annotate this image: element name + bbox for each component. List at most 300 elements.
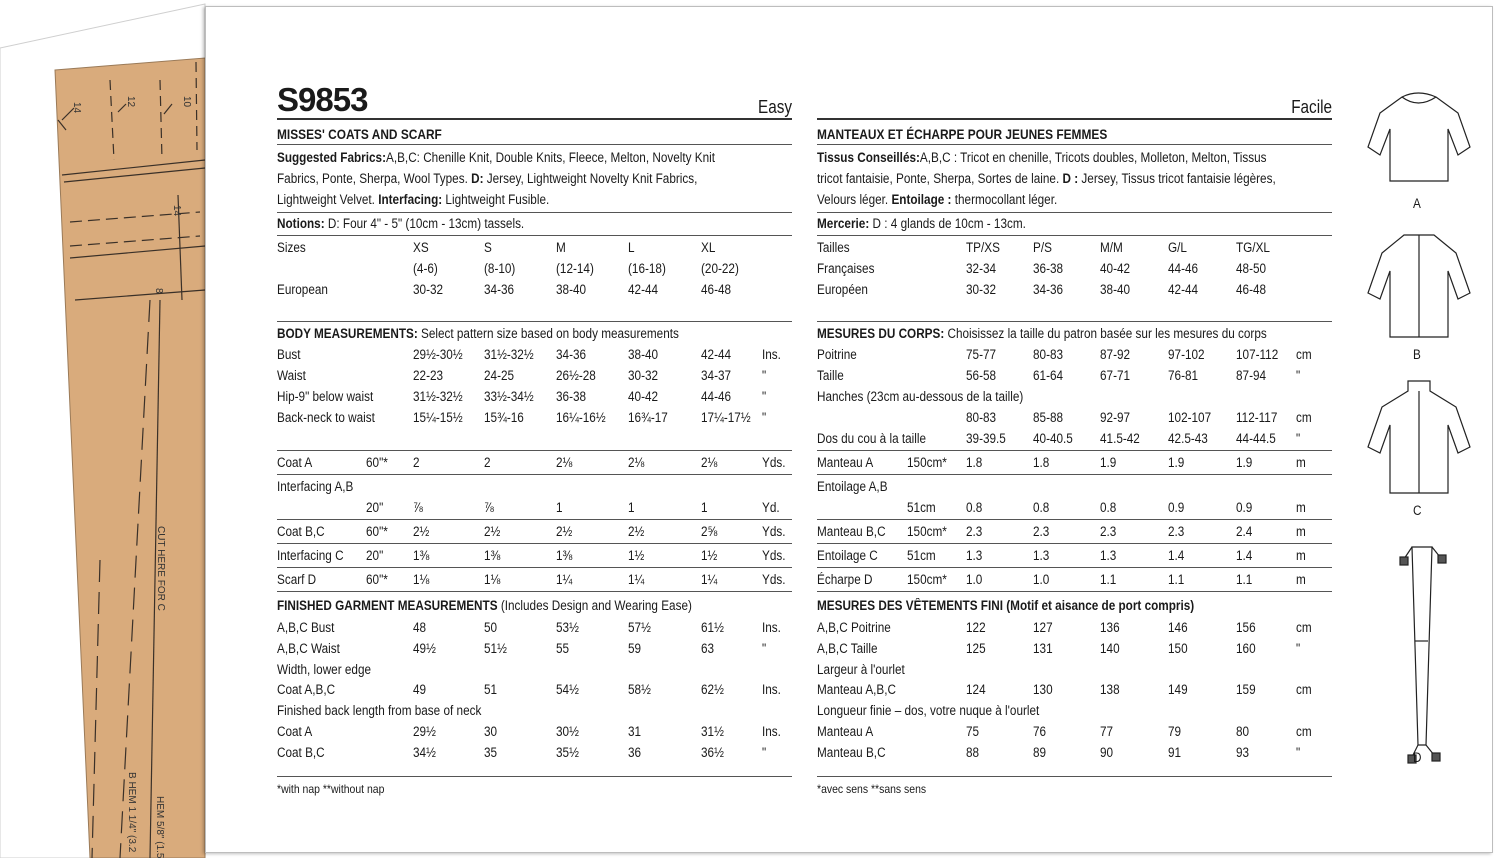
lang-en-size-us-3: (16-18) (628, 261, 666, 276)
lang-fr-body-header-part-1: Choisissez la taille du patron basée sur les mesures du corps (944, 326, 1267, 341)
lang-en-title-rule (277, 144, 792, 145)
lang-en-yardage-row-3-v0: 2½ (413, 524, 430, 539)
lang-fr-european-2: 38-40 (1100, 282, 1131, 297)
lang-fr-finished-row-5-v0: 75 (966, 724, 980, 739)
lang-fr-body-row-2-label: Hanches (23cm au-dessous de la taille) (817, 389, 1024, 404)
lang-fr-yardage-rule-2 (817, 519, 1332, 520)
lang-en-body-row-1-v3: 30-32 (628, 368, 659, 383)
lang-fr-finished-row-0-v3: 146 (1168, 620, 1188, 635)
lang-fr-fabrics-3-part-2: thermocollant léger. (951, 192, 1058, 207)
lang-fr-yardage-row-2-width: 51cm (907, 500, 936, 515)
lang-en-body-row-0-v3: 38-40 (628, 347, 659, 362)
lang-en-body-row-2-v3: 40-42 (628, 389, 659, 404)
lang-en-yardage-row-5-label: Scarf D (277, 572, 317, 587)
lang-fr-european-label: Européen (817, 282, 868, 297)
lang-fr-yardage-row-2-v0: 0.8 (966, 500, 983, 515)
lang-en-fabrics-2-part-2: Jersey, Lightweight Novelty Knit Fabrics, (483, 171, 698, 186)
lang-fr-yardage-row-0-label: Manteau A (817, 455, 874, 470)
header-rule-en (277, 118, 792, 120)
lang-en-body-row-1-label: Waist (277, 368, 306, 383)
lang-fr-yardage-row-4-unit: m (1296, 548, 1306, 563)
lang-en-finished-row-0-v1: 50 (484, 620, 498, 635)
lang-en-yardage-row-3-unit: Yds. (762, 524, 786, 539)
lang-fr-title: MANTEAUX ET ÉCHARPE POUR JEUNES FEMMES (817, 126, 1108, 142)
view-label-d: D (1413, 750, 1422, 765)
lang-fr-francaises-1: 36-38 (1033, 261, 1064, 276)
lang-fr-yardage-row-0-v4: 1.9 (1236, 455, 1253, 470)
lang-fr-yardage-row-0-width: 150cm* (907, 455, 947, 470)
lang-en-body-row-3-v2: 16¼-16½ (556, 410, 606, 425)
lang-en-finished-row-3-v0: 49 (413, 682, 427, 697)
view-label-c: C (1413, 503, 1422, 518)
lang-fr-body-row-4-v1: 40-40.5 (1033, 431, 1073, 446)
view-d-scarf-sketch (1412, 547, 1432, 745)
lang-fr-finished-row-0-v1: 127 (1033, 620, 1053, 635)
lang-fr-finished-rule (817, 776, 1332, 777)
lang-fr-body-row-4-v3: 42.5-43 (1168, 431, 1208, 446)
lang-en-body-row-1-v1: 24-25 (484, 368, 515, 383)
lang-fr-finished-row-3-v3: 149 (1168, 682, 1188, 697)
lang-en-finished-row-2-label: Width, lower edge (277, 662, 372, 677)
lang-en-yardage-row-4-v2: 1⅜ (556, 548, 573, 563)
lang-en-finished-header (277, 598, 692, 614)
lang-fr-notions (817, 216, 1026, 232)
lang-en-footnote: *with nap **without nap (277, 782, 385, 796)
lang-en-body-row-0-v1: 31½-32½ (484, 347, 534, 362)
lang-en-finished-row-6-v4: 36½ (701, 745, 724, 760)
lang-fr-finished-row-3-v0: 124 (966, 682, 986, 697)
lang-fr-fabrics-1 (817, 150, 1267, 166)
lang-en-yardage-row-3-label: Coat B,C (277, 524, 325, 539)
lang-fr-finished-row-1-label: A,B,C Taille (817, 641, 878, 656)
lang-en-yardage-row-3-v3: 2½ (628, 524, 645, 539)
lang-en-body-row-1-unit: " (762, 368, 767, 383)
lang-en-body-rule (277, 450, 792, 451)
lang-en-yardage-row-0-v2: 2⅛ (556, 455, 573, 470)
lang-fr-yardage-row-2-v4: 0.9 (1236, 500, 1253, 515)
lang-fr-yardage-row-4-v2: 1.3 (1100, 548, 1117, 563)
lang-fr-european-0: 30-32 (966, 282, 997, 297)
lang-en-finished-row-3-unit: Ins. (762, 682, 781, 697)
lang-fr-body-row-1-v0: 56-58 (966, 368, 997, 383)
lang-fr-body-row-3-v4: 112-117 (1236, 410, 1278, 425)
lang-fr-yardage-row-4-v4: 1.4 (1236, 548, 1253, 563)
lang-fr-yardage-row-0-v1: 1.8 (1033, 455, 1050, 470)
lang-fr-body-row-0-v4: 107-112 (1236, 347, 1279, 362)
lang-en-finished-row-0-v0: 48 (413, 620, 427, 635)
lang-en-finished-row-1-v2: 55 (556, 641, 570, 656)
lang-en-size-4: XL (701, 240, 716, 255)
lang-en-european-4: 46-48 (701, 282, 732, 297)
lang-en-yardage-row-0-v1: 2 (484, 455, 491, 470)
lang-en-size-3: L (628, 240, 635, 255)
lang-en-body-row-3-unit: " (762, 410, 767, 425)
lang-fr-size-2: M/M (1100, 240, 1123, 255)
lang-fr-body-row-3-v0: 80-83 (966, 410, 997, 425)
lang-en-body-row-0-unit: Ins. (762, 347, 781, 362)
lang-fr-body-row-3-v2: 92-97 (1100, 410, 1131, 425)
lang-fr-finished-row-0-v4: 156 (1236, 620, 1256, 635)
lang-en-body-header-part-1: Select pattern size based on body measurements (417, 326, 679, 341)
lang-fr-body-row-1-v4: 87-94 (1236, 368, 1267, 383)
lang-fr-finished-row-0-unit: cm (1296, 620, 1312, 635)
lang-en-yardage-row-0-unit: Yds. (762, 455, 786, 470)
lang-fr-finished-row-5-label: Manteau A (817, 724, 874, 739)
lang-fr-yardage-rule-5 (817, 591, 1332, 592)
lang-en-size-us-2: (12-14) (556, 261, 594, 276)
lang-en-body-row-0-v4: 42-44 (701, 347, 732, 362)
lang-en-finished-row-6-v0: 34½ (413, 745, 436, 760)
lang-en-yardage-row-4-v4: 1½ (701, 548, 718, 563)
lang-fr-yardage-row-2-unit: m (1296, 500, 1306, 515)
lang-en-finished-row-3-v4: 62½ (701, 682, 724, 697)
lang-en-finished-row-5-v3: 31 (628, 724, 642, 739)
lang-en-yardage-rule-4 (277, 567, 792, 568)
lang-fr-finished-row-1-v2: 140 (1100, 641, 1120, 656)
tissue-mark-8: 8 (153, 288, 164, 294)
lang-fr-finished-row-3-v4: 159 (1236, 682, 1256, 697)
lang-fr-finished-row-1-v0: 125 (966, 641, 986, 656)
lang-fr-finished-row-1-v1: 131 (1033, 641, 1053, 656)
lang-fr-finished-row-3-label: Manteau A,B,C (817, 682, 897, 697)
lang-fr-yardage-row-2-v2: 0.8 (1100, 500, 1117, 515)
lang-en-fabrics-3-part-0: Lightweight Velvet. (277, 192, 379, 207)
lang-en-yardage-row-3-v4: 2⅝ (701, 524, 718, 539)
lang-fr-title-rule (817, 144, 1332, 145)
lang-en-finished-row-1-label: A,B,C Waist (277, 641, 340, 656)
lang-fr-body-row-1-v3: 76-81 (1168, 368, 1199, 383)
lang-fr-yardage-rule-4 (817, 567, 1332, 568)
pattern-number: S9853 (277, 81, 368, 118)
lang-fr-yardage-row-3-label: Manteau B,C (817, 524, 886, 539)
lang-en-european-label: European (277, 282, 328, 297)
lang-en-fabrics-3-part-2: Lightweight Fusible. (442, 192, 550, 207)
lang-fr-yardage-row-3-v4: 2.4 (1236, 524, 1253, 539)
tissue-b-hem: B HEM 1 1/4" (3.2 (126, 772, 137, 853)
lang-en-title: MISSES' COATS AND SCARF (277, 126, 442, 142)
lang-en-finished-row-3-v3: 58½ (628, 682, 651, 697)
lang-fr-francaises-4: 48-50 (1236, 261, 1267, 276)
lang-en-finished-row-1-v0: 49½ (413, 641, 436, 656)
lang-en-body-row-2-v1: 33½-34½ (484, 389, 534, 404)
lang-fr-yardage-row-3-v0: 2.3 (966, 524, 983, 539)
lang-fr-yardage-row-4-v0: 1.3 (966, 548, 983, 563)
lang-en-yardage-row-5-unit: Yds. (762, 572, 786, 587)
lang-fr-body-row-4-unit: " (1296, 431, 1301, 446)
lang-en-notions (277, 216, 524, 232)
lang-en-yardage-row-1-label: Interfacing A,B (277, 479, 354, 494)
lang-fr-fabrics-1-part-0: Tissus Conseillés: (817, 150, 920, 165)
lang-en-size-1: S (484, 240, 492, 255)
lang-fr-body-row-0-v3: 97-102 (1168, 347, 1205, 362)
lang-fr-finished-row-2-label: Largeur à l'ourlet (817, 662, 905, 677)
lang-en-finished-rule (277, 776, 792, 777)
lang-en-finished-row-0-v3: 57½ (628, 620, 651, 635)
lang-fr-finished-row-0-v2: 136 (1100, 620, 1120, 635)
lang-en-fabrics-2 (277, 171, 697, 187)
lang-fr-finished-row-6-label: Manteau B,C (817, 745, 886, 760)
lang-en-finished-row-0-label: A,B,C Bust (277, 620, 335, 635)
lang-en-finished-row-1-v1: 51½ (484, 641, 507, 656)
lang-en-yardage-row-5-v0: 1⅛ (413, 572, 430, 587)
lang-en-body-row-0-v2: 34-36 (556, 347, 587, 362)
lang-fr-size-4: TG/XL (1236, 240, 1270, 255)
tissue-mark-14b: 14 (171, 205, 182, 217)
tissue-mark-14a: 14 (71, 102, 82, 114)
lang-fr-fabrics-1-part-1: A,B,C : Tricot en chenille, Tricots doubles, Molleton, Melton, Tissus (919, 150, 1267, 165)
lang-fr-francaises-3: 44-46 (1168, 261, 1199, 276)
lang-en-finished-row-3-v1: 51 (484, 682, 498, 697)
lang-en-finished-header-part-0: FINISHED GARMENT MEASUREMENTS (277, 598, 498, 613)
lang-en-finished-row-6-unit: " (762, 745, 767, 760)
lang-fr-fabrics-rule (817, 212, 1332, 213)
lang-en-body-header (277, 326, 679, 342)
lang-fr-finished-row-6-v2: 90 (1100, 745, 1114, 760)
lang-fr-finished-row-5-v2: 77 (1100, 724, 1114, 739)
lang-fr-body-row-0-v1: 80-83 (1033, 347, 1064, 362)
lang-fr-yardage-row-5-v1: 1.0 (1033, 572, 1050, 587)
lang-en-fabrics-3-part-1: Interfacing: (378, 192, 443, 207)
lang-en-yardage-row-4-label: Interfacing C (277, 548, 344, 563)
lang-en-fabrics-rule (277, 212, 792, 213)
lang-fr-body-row-3-v1: 85-88 (1033, 410, 1064, 425)
lang-fr-yardage-row-3-v1: 2.3 (1033, 524, 1050, 539)
lang-en-yardage-row-2-v1: ⅞ (484, 500, 494, 515)
lang-fr-finished-row-1-v3: 150 (1168, 641, 1188, 656)
lang-fr-yardage-row-5-v4: 1.1 (1236, 572, 1253, 587)
lang-en-finished-row-0-unit: Ins. (762, 620, 781, 635)
lang-en-finished-row-5-v1: 30 (484, 724, 498, 739)
lang-en-finished-row-5-v0: 29½ (413, 724, 436, 739)
lang-en-body-row-1-v4: 34-37 (701, 368, 732, 383)
tissue-mark-12: 12 (125, 96, 136, 108)
lang-en-finished-row-1-v4: 63 (701, 641, 715, 656)
lang-en-finished-row-5-label: Coat A (277, 724, 313, 739)
lang-en-body-row-3-v0: 15¼-15½ (413, 410, 463, 425)
lang-fr-fabrics-3-part-0: Velours léger. (817, 192, 892, 207)
lang-fr-finished-row-6-v4: 93 (1236, 745, 1250, 760)
lang-fr-body-header (817, 326, 1267, 342)
lang-en-finished-row-5-v4: 31½ (701, 724, 724, 739)
lang-fr-finished-row-3-v1: 130 (1033, 682, 1053, 697)
lang-en-body-row-2-unit: " (762, 389, 767, 404)
lang-fr-yardage-rule-0 (817, 474, 1332, 475)
lang-en-yardage-row-2-v0: ⅞ (413, 500, 423, 515)
lang-en-body-row-2-v4: 44-46 (701, 389, 732, 404)
lang-en-finished-row-6-v2: 35½ (556, 745, 579, 760)
lang-fr-fabrics-3 (817, 192, 1057, 208)
lang-fr-fabrics-3-part-1: Entoilage : (891, 192, 952, 207)
lang-en-finished-row-6-label: Coat B,C (277, 745, 325, 760)
lang-en-body-row-0-label: Bust (277, 347, 301, 362)
lang-fr-body-row-0-v2: 87-92 (1100, 347, 1131, 362)
lang-fr-body-row-1-v2: 67-71 (1100, 368, 1131, 383)
lang-en-body-row-3-v4: 17¼-17½ (701, 410, 751, 425)
lang-fr-footnote: *avec sens **sans sens (817, 782, 927, 796)
lang-fr-body-row-4-v2: 41.5-42 (1100, 431, 1140, 446)
lang-fr-yardage-row-3-v3: 2.3 (1168, 524, 1185, 539)
lang-fr-yardage-row-5-label: Écharpe D (817, 572, 873, 587)
lang-fr-finished-row-0-v0: 122 (966, 620, 986, 635)
lang-en-yardage-rule-3 (277, 543, 792, 544)
lang-fr-finished-row-3-v2: 138 (1100, 682, 1120, 697)
lang-en-yardage-row-4-v0: 1⅜ (413, 548, 430, 563)
lang-fr-finished-header: MESURES DES VÊTEMENTS FINI (Motif et aisance de port compris) (817, 598, 1195, 613)
lang-fr-finished-row-6-v0: 88 (966, 745, 980, 760)
lang-en-yardage-rule-0 (277, 474, 792, 475)
lang-en-yardage-row-5-v1: 1⅛ (484, 572, 501, 587)
lang-fr-notions-part-1: D : 4 glands de 10cm - 13cm. (869, 216, 1026, 231)
lang-en-notions-part-1: D: Four 4" - 5" (10cm - 13cm) tassels. (324, 216, 525, 231)
lang-en-yardage-row-5-v2: 1¼ (556, 572, 573, 587)
lang-en-yardage-row-2-v4: 1 (701, 500, 708, 515)
lang-fr-body-row-4-label: Dos du cou à la taille (817, 431, 927, 446)
lang-en-yardage-row-2-v2: 1 (556, 500, 563, 515)
lang-en-yardage-row-0-width: 60"* (366, 455, 388, 470)
lang-en-yardage-row-3-v1: 2½ (484, 524, 501, 539)
lang-en-body-row-1-v2: 26½-28 (556, 368, 596, 383)
lang-fr-sizes-rule (817, 321, 1332, 322)
lang-en-sizes-rule (277, 321, 792, 322)
lang-fr-notions-rule (817, 235, 1332, 236)
lang-fr-body-row-0-v0: 75-77 (966, 347, 997, 362)
lang-en-yardage-row-5-width: 60"* (366, 572, 388, 587)
lang-en-fabrics-1 (277, 150, 715, 166)
lang-fr-finished-row-6-unit: " (1296, 745, 1301, 760)
lang-fr-european-1: 34-36 (1033, 282, 1064, 297)
lang-fr-yardage-rule-3 (817, 543, 1332, 544)
lang-fr-finished-row-5-v4: 80 (1236, 724, 1250, 739)
view-label-a: A (1413, 196, 1421, 211)
lang-en-yardage-row-4-width: 20" (366, 548, 384, 563)
tissue-cut-here: CUT HERE FOR C (155, 526, 166, 611)
lang-fr-body-row-3-v3: 102-107 (1168, 410, 1212, 425)
lang-en-finished-row-1-v3: 59 (628, 641, 642, 656)
lang-fr-finished-row-6-v3: 91 (1168, 745, 1182, 760)
lang-en-yardage-row-3-v2: 2½ (556, 524, 573, 539)
lang-fr-yardage-row-0-unit: m (1296, 455, 1306, 470)
lang-fr-yardage-row-4-label: Entoilage C (817, 548, 878, 563)
lang-fr-finished-row-5-unit: cm (1296, 724, 1312, 739)
lang-en-finished-row-3-label: Coat A,B,C (277, 682, 336, 697)
tissue-hem58: HEM 5/8" (1.5 (154, 796, 165, 858)
lang-fr-yardage-row-1-label: Entoilage A,B (817, 479, 888, 494)
lang-en-fabrics-2-part-1: D: (471, 171, 484, 186)
lang-en-finished-row-0-v4: 61½ (701, 620, 724, 635)
lang-fr-body-row-4-v0: 39-39.5 (966, 431, 1006, 446)
lang-en-finished-row-4-label: Finished back length from base of neck (277, 703, 482, 718)
lang-en-size-2: M (556, 240, 566, 255)
lang-en-size-0: XS (413, 240, 429, 255)
lang-en-notions-rule (277, 235, 792, 236)
lang-en-yardage-row-0-label: Coat A (277, 455, 313, 470)
lang-fr-finished-row-1-v4: 160 (1236, 641, 1256, 656)
lang-fr-yardage-row-5-v3: 1.1 (1168, 572, 1185, 587)
lang-en-european-2: 38-40 (556, 282, 587, 297)
lang-en-fabrics-1-part-0: Suggested Fabrics: (277, 150, 386, 165)
lang-en-yardage-row-4-v1: 1⅜ (484, 548, 501, 563)
lang-fr-yardage-row-0-v2: 1.9 (1100, 455, 1117, 470)
lang-fr-finished-row-6-v1: 89 (1033, 745, 1047, 760)
lang-fr-yardage-row-2-v1: 0.8 (1033, 500, 1050, 515)
lang-en-body-row-2-v0: 31½-32½ (413, 389, 463, 404)
difficulty-fr: Facile (1291, 97, 1332, 117)
lang-en-yardage-row-0-v0: 2 (413, 455, 420, 470)
lang-en-finished-row-1-unit: " (762, 641, 767, 656)
lang-en-finished-row-6-v3: 36 (628, 745, 642, 760)
header-rule-fr (817, 118, 1332, 120)
lang-fr-fabrics-2-part-2: Jersey, Tissus tricot fantaisie légères, (1078, 171, 1276, 186)
lang-fr-european-3: 42-44 (1168, 282, 1199, 297)
lang-en-yardage-row-0-v3: 2⅛ (628, 455, 645, 470)
lang-fr-francaises-label: Françaises (817, 261, 875, 276)
lang-en-yardage-row-2-v3: 1 (628, 500, 635, 515)
lang-en-fabrics-2-part-0: Fabrics, Ponte, Sherpa, Wool Types. (277, 171, 472, 186)
tissue-mark-10: 10 (181, 96, 192, 108)
lang-fr-body-header-part-0: MESURES DU CORPS: (817, 326, 945, 341)
lang-en-size-us-4: (20-22) (701, 261, 739, 276)
lang-fr-yardage-row-0-v0: 1.8 (966, 455, 983, 470)
lang-en-yardage-row-2-unit: Yd. (762, 500, 780, 515)
lang-en-body-row-2-v2: 36-38 (556, 389, 587, 404)
lang-fr-fabrics-2-part-1: D : (1062, 171, 1079, 186)
lang-fr-finished-row-1-unit: " (1296, 641, 1301, 656)
lang-fr-size-0: TP/XS (966, 240, 1000, 255)
lang-fr-yardage-row-4-width: 51cm (907, 548, 936, 563)
lang-fr-yardage-row-0-v3: 1.9 (1168, 455, 1185, 470)
lang-en-european-3: 42-44 (628, 282, 659, 297)
lang-en-body-row-1-v0: 22-23 (413, 368, 444, 383)
lang-en-sizes-label: Sizes (277, 240, 306, 255)
lang-en-notions-part-0: Notions: (277, 216, 325, 231)
lang-en-finished-header-part-1: (Includes Design and Wearing Ease) (497, 598, 692, 613)
lang-en-size-us-0: (4-6) (413, 261, 438, 276)
lang-en-yardage-row-2-width: 20" (366, 500, 384, 515)
lang-fr-fabrics-2 (817, 171, 1276, 187)
lang-en-yardage-rule-5 (277, 591, 792, 592)
view-sketches (1360, 85, 1480, 775)
lang-en-size-us-1: (8-10) (484, 261, 516, 276)
lang-fr-finished-row-5-v3: 79 (1168, 724, 1182, 739)
lang-fr-finished-row-5-v1: 76 (1033, 724, 1047, 739)
lang-fr-size-1: P/S (1033, 240, 1052, 255)
view-a-coat-sketch (1368, 93, 1470, 181)
lang-en-finished-row-5-v2: 30½ (556, 724, 579, 739)
lang-en-body-row-3-v1: 15¾-16 (484, 410, 524, 425)
lang-fr-body-row-1-unit: " (1296, 368, 1301, 383)
lang-fr-body-row-3-unit: cm (1296, 410, 1312, 425)
lang-en-finished-row-0-v2: 53½ (556, 620, 579, 635)
lang-fr-body-row-0-unit: cm (1296, 347, 1312, 362)
lang-en-body-row-0-v0: 29½-30½ (413, 347, 463, 362)
lang-en-yardage-rule-2 (277, 519, 792, 520)
lang-en-yardage-row-4-unit: Yds. (762, 548, 786, 563)
lang-en-yardage-row-5-v4: 1¼ (701, 572, 718, 587)
lang-fr-finished-row-0-label: A,B,C Poitrine (817, 620, 891, 635)
difficulty-en: Easy (757, 97, 792, 117)
lang-fr-body-row-1-label: Taille (817, 368, 844, 383)
lang-fr-yardage-row-4-v3: 1.4 (1168, 548, 1185, 563)
lang-en-finished-row-3-v2: 54½ (556, 682, 579, 697)
lang-fr-yardage-row-4-v1: 1.3 (1033, 548, 1050, 563)
lang-fr-body-row-0-label: Poitrine (817, 347, 857, 362)
lang-en-body-row-3-v3: 16¾-17 (628, 410, 668, 425)
lang-fr-yardage-row-3-v2: 2.3 (1100, 524, 1117, 539)
lang-en-european-0: 30-32 (413, 282, 444, 297)
lang-fr-finished-row-3-unit: cm (1296, 682, 1312, 697)
view-label-b: B (1413, 347, 1421, 362)
lang-fr-yardage-row-3-unit: m (1296, 524, 1306, 539)
